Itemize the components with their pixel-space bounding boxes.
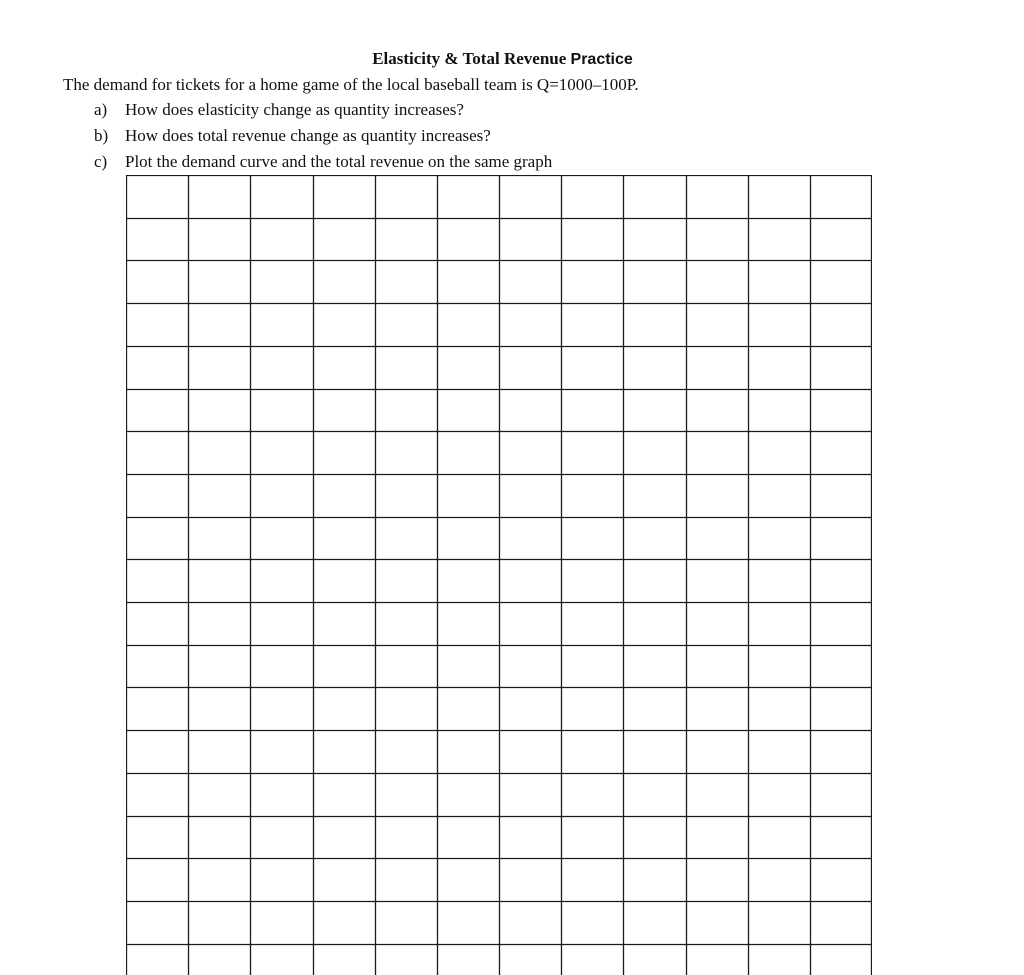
question-c — [94, 152, 552, 172]
question-a — [94, 100, 464, 120]
graph-grid — [126, 175, 872, 975]
question-c-text: Plot the demand curve and the total revenue on the same graph — [125, 152, 553, 171]
question-a-letter: a) — [94, 100, 108, 119]
graph-grid-svg — [126, 175, 872, 975]
question-b-text: How does total revenue change as quantity increases? — [125, 126, 491, 145]
title-sans-part: Practice — [570, 51, 633, 68]
question-b — [94, 126, 491, 146]
title-serif-part: Elasticity & Total Revenue — [372, 49, 567, 68]
question-b-letter: b) — [94, 126, 109, 145]
worksheet-title — [0, 49, 1005, 69]
problem-statement: The demand for tickets for a home game of the local baseball team is Q=1000–100P. — [63, 75, 639, 94]
question-c-letter: c) — [94, 152, 108, 171]
question-a-text: How does elasticity change as quantity increases? — [125, 100, 464, 119]
